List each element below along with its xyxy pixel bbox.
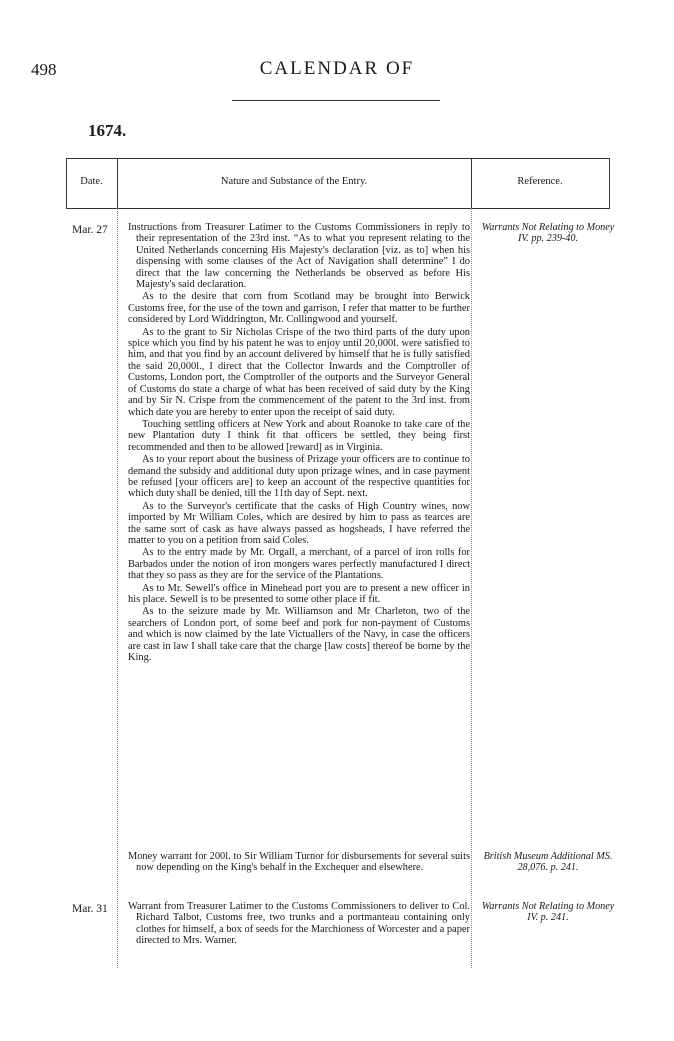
entry-paragraph: As to the grant to Sir Nicholas Crispe of the two third parts of the duty upon spice which you find by his patent he was to enjoy until 20,000l. were satisfied to him, and that you find by an account delivered by himself that he is fully satisfied the said 20,000l., I direct that the Collector Inwards and the Comptroller of Customs, London port, the Comptroller of the outports and the Surveyor General of Customs do state a charge of what has been received of said duty by the King and by Sir N. Crispe from the commencement of the patent to the 3rd inst. from which date you are hereby to enter upon the receipt of said duty. [128, 326, 470, 418]
table-header-rule [66, 208, 610, 209]
entry-reference: Warrants Not Relating to Money IV. pp. 239-40. [481, 222, 615, 245]
entry-reference: Warrants Not Relating to Money IV. p. 241. [481, 901, 615, 924]
title-rule [232, 100, 440, 101]
entry-paragraph: As to the Surveyor's certificate that the casks of High Country wines, now imported by Mr William Coles, which are desired by him to pass as tearces are the same sort of cask as have always passed as hogsheads, I have referred the matter to you on a petition from said Coles. [128, 500, 470, 546]
entry-paragraph: As to the seizure made by Mr. Williamson and Mr Charleton, two of the searchers of London port, of some beef and pork for non-payment of Customs and which is now claimed by the late Victuallers of the Navy, in case the officers are cast in law I shall take care that the charge [law costs] thereof be borne by the King. [128, 606, 470, 664]
table-top-rule [66, 158, 610, 159]
header-nature: Nature and Substance of the Entry. [220, 176, 368, 187]
entry-date: Mar. 27 [72, 224, 108, 236]
entry-paragraph: Touching settling officers at New York and about Roanoke to take care of the new Plantation duty I think fit that officers be settled, they being first recommended and then to be allowed [reward] as in Virginia. [128, 418, 470, 453]
col-divider-dotted [471, 208, 472, 968]
entry-text [128, 222, 470, 663]
year-heading: 1674. [88, 121, 127, 140]
entry-paragraph: Instructions from Treasurer Latimer to the Customs Commissioners in reply to their representation of the 23rd inst. “As to what you represent relating to the United Netherlands concerning His Majesty's declaration [viz. as to] when his dispensing with some clauses of the Act of Navigation shall determine” I do direct that the law concerning the Netherlands be observed as before His Majesty's said declaration. [128, 222, 470, 291]
entry-paragraph: As to the entry made by Mr. Orgall, a merchant, of a parcel of iron rolls for Barbados under the notion of iron mongers wares perfectly manufactured I direct that they so pass as they are for the service of the Plantations. [128, 547, 470, 582]
entry-paragraph: Money warrant for 200l. to Sir William Turnor for disbursements for several suits now depending on the King's behalf in the Exchequer and elsewhere. [128, 851, 470, 874]
entry-text [128, 901, 470, 947]
col-divider-dotted [117, 208, 118, 968]
entry-reference: British Museum Additional MS. 28,076. p. 241. [483, 851, 613, 874]
page-number: 498 [31, 60, 57, 79]
entry-paragraph: As to your report about the business of Prizage your officers are to continue to demand the subsidy and additional duty upon prizage wines, and in case payment be refused [your officers are] to keep an account of the respective quantities for which duty shall be denied, till the 11th day of Sept. next. [128, 454, 470, 500]
entry-paragraph: As to Mr. Sewell's office in Minehead port you are to present a new officer in his place. Sewell is to be presented to some other place if fit. [128, 582, 470, 605]
col-divider [609, 158, 610, 208]
entry-text [128, 851, 470, 874]
header-reference: Reference. [517, 176, 563, 187]
entry-date: Mar. 31 [72, 903, 108, 915]
page-title: CALENDAR OF [259, 58, 415, 79]
header-date: Date. [80, 176, 103, 187]
entry-paragraph: As to the desire that corn from Scotland may be brought into Berwick Customs free, for the use of the town and garrison, I refer that matter to be further considered by Lord Widdrington, Mr. Collingwood and yourself. [128, 291, 470, 326]
entry-paragraph: Warrant from Treasurer Latimer to the Customs Commissioners to deliver to Col. Richard Talbot, Customs free, two trunks and a portmanteau containing only clothes for himself, a box of seeds for the Marchioness of Worcester and a paper directed to Mrs. Warner. [128, 901, 470, 947]
